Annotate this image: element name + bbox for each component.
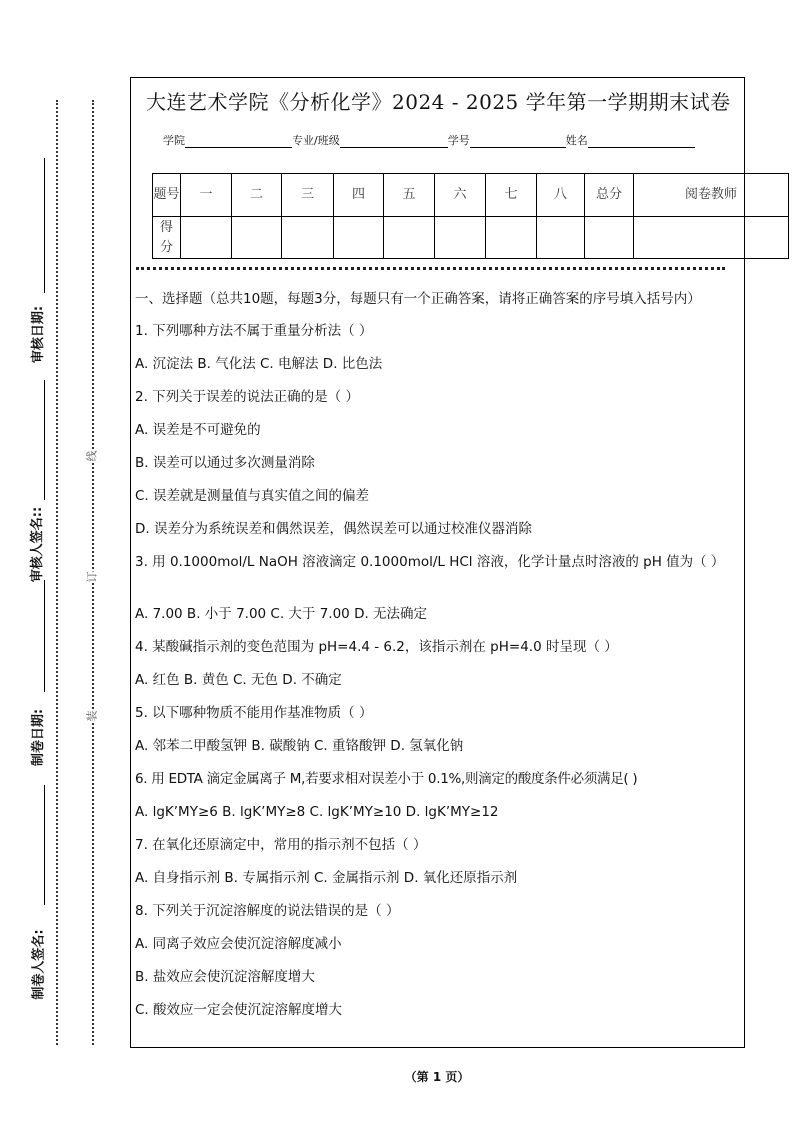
score-cell[interactable] [334, 217, 384, 259]
section-heading: 一、选择题（总共10题，每题3分，每题只有一个正确答案，请将正确答案的序号填入括号内） [135, 291, 701, 307]
question: 4. 某酸碱指示剂的变色范围为 pH=4.4 - 6.2，该指示剂在 pH=4.0 时呈现（ ） [135, 639, 618, 655]
multiple-choice-section [135, 288, 743, 1027]
options: A. lgK’MY≥6 B. lgK’MY≥8 C. lgK’MY≥10 D. lgK’MY≥12 [135, 804, 499, 820]
option: C. 酸效应一定会使沉淀溶解度增大 [135, 1002, 343, 1018]
option: C. 误差就是测量值与真实值之间的偏差 [135, 488, 370, 504]
review-date-line[interactable] [44, 158, 45, 293]
row-label-score: 得分 [153, 217, 181, 259]
college-label: 学院 [163, 134, 185, 147]
options: A. 7.00 B. 小于 7.00 C. 大于 7.00 D. 无法确定 [135, 606, 428, 622]
preparer-signature-label: 制卷人签名: [31, 929, 47, 1000]
question-number-row [153, 174, 789, 217]
score-cell[interactable] [384, 217, 435, 259]
name-field[interactable] [588, 135, 695, 148]
college-field[interactable] [185, 135, 292, 148]
binding-mark-xian: 线 [83, 451, 101, 462]
column-header: 六 [435, 174, 486, 217]
column-header: 二 [232, 174, 282, 217]
score-table [152, 173, 789, 259]
page-number: （第 1 页） [404, 1070, 470, 1084]
prepare-date-label: 制卷日期: [31, 708, 47, 767]
column-header: 五 [384, 174, 435, 217]
column-header: 一 [181, 174, 232, 217]
question: 7. 在氧化还原滴定中，常用的指示剂不包括（ ） [135, 837, 427, 853]
student-info-row [163, 132, 695, 148]
question: 1. 下列哪种方法不属于重量分析法（ ） [135, 323, 373, 339]
option: D. 误差分为系统误差和偶然误差，偶然误差可以通过校准仪器消除 [135, 521, 532, 537]
column-header: 八 [537, 174, 585, 217]
options: A. 自身指示剂 B. 专属指示剂 C. 金属指示剂 D. 氧化还原指示剂 [135, 870, 518, 886]
score-cell[interactable] [486, 217, 537, 259]
binding-dotted-line-outer [56, 100, 58, 1045]
score-cell[interactable] [585, 217, 634, 259]
column-header: 三 [282, 174, 334, 217]
question: 3. 用 0.1000mol/L NaOH 溶液滴定 0.1000mol/L HCl 溶液，化学计量点时溶液的 pH 值为（ ） [135, 554, 725, 570]
score-cell[interactable] [634, 217, 789, 259]
column-header: 总分 [585, 174, 634, 217]
question: 8. 下列关于沉淀溶解度的说法错误的是（ ） [135, 903, 400, 919]
binding-mark-ding: 订 [83, 572, 101, 583]
score-cell[interactable] [435, 217, 486, 259]
option: A. 误差是不可避免的 [135, 422, 261, 438]
options: A. 沉淀法 B. 气化法 C. 电解法 D. 比色法 [135, 356, 383, 372]
reviewer-signature-line[interactable] [44, 380, 45, 500]
major-class-field[interactable] [340, 135, 448, 148]
row-label-question-number: 题号 [153, 174, 181, 217]
prepare-date-line[interactable] [44, 580, 45, 692]
score-cell[interactable] [181, 217, 232, 259]
options: A. 红色 B. 黄色 C. 无色 D. 不确定 [135, 672, 342, 688]
reviewer-signature-label: 审核人签名:: [30, 506, 46, 583]
score-cell[interactable] [232, 217, 282, 259]
column-header: 七 [486, 174, 537, 217]
student-id-field[interactable] [470, 135, 566, 148]
question: 5. 以下哪种物质不能用作基准物质（ ） [135, 705, 373, 721]
options: A. 邻苯二甲酸氢钾 B. 碳酸钠 C. 重铬酸钾 D. 氢氧化钠 [135, 738, 464, 754]
separator-dotted-line [136, 267, 725, 270]
option: B. 误差可以通过多次测量消除 [135, 455, 315, 471]
option: B. 盐效应会使沉淀溶解度增大 [135, 969, 315, 985]
column-header: 四 [334, 174, 384, 217]
question: 2. 下列关于误差的说法正确的是（ ） [135, 389, 359, 405]
student-id-label: 学号 [447, 134, 470, 147]
major-class-label: 专业/班级 [292, 134, 340, 147]
exam-title: 大连艺术学院《分析化学》2024 - 2025 学年第一学期期末试卷 [146, 90, 731, 114]
score-row [153, 217, 789, 259]
review-date-label: 审核日期: [31, 305, 47, 364]
column-header: 阅卷教师 [634, 174, 789, 217]
score-cell[interactable] [537, 217, 585, 259]
question: 6. 用 EDTA 滴定金属离子 M,若要求相对误差小于 0.1%,则滴定的酸度条件必须满足( ) [135, 771, 638, 787]
preparer-signature-line[interactable] [44, 785, 45, 905]
binding-mark-zhuang: 装 [83, 711, 101, 722]
score-cell[interactable] [282, 217, 334, 259]
option: A. 同离子效应会使沉淀溶解度减小 [135, 936, 342, 952]
name-label: 姓名 [565, 134, 588, 147]
